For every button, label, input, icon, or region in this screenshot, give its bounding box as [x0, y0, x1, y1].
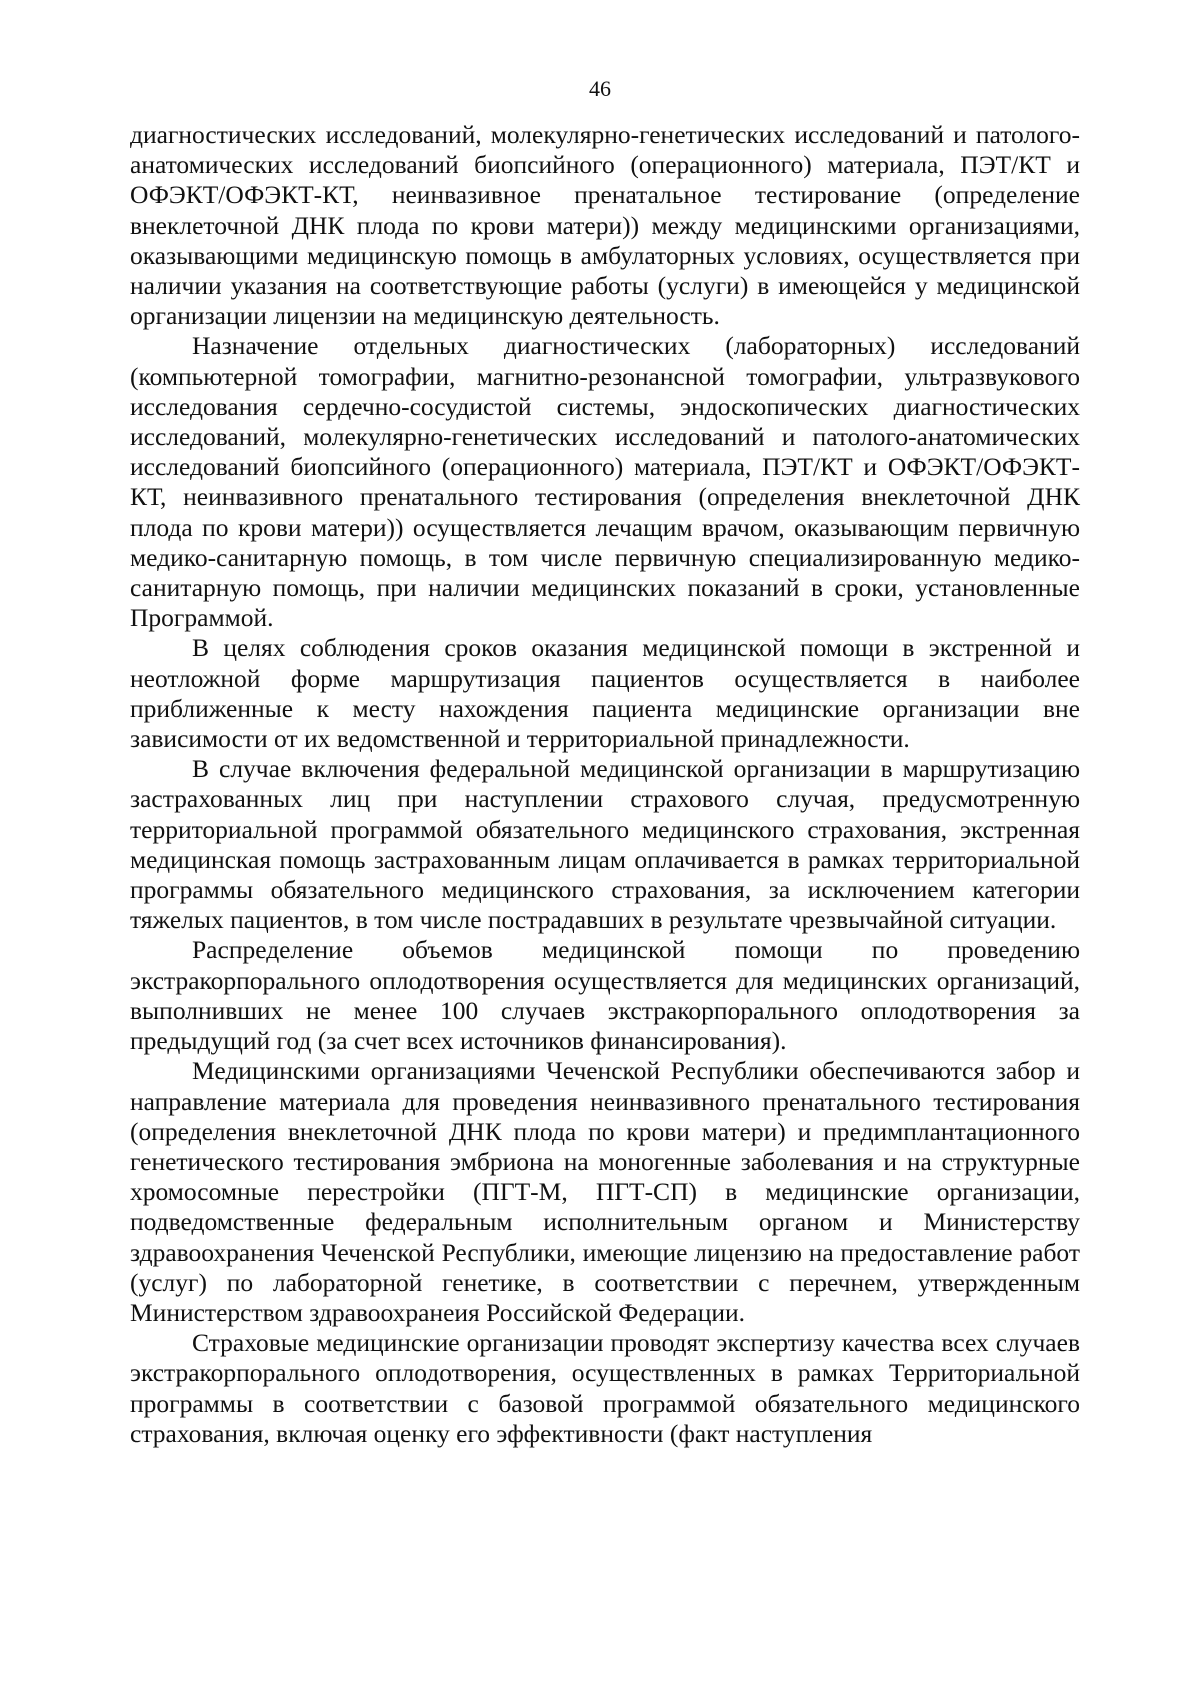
paragraph-4: В случае включения федеральной медицинской организации в маршрутизацию застрахованных лиц при наступлении страхового случая, предусмотренную территориальной программой обязательного медицинского страхования, экстренная медицинская помощь застрахованным лицам оплачивается в рамках территориальной программы обязательного медицинского страхования, за исключением категории тяжелых пациентов, в том числе пострадавших в результате чрезвычайной ситуации.: [130, 754, 1080, 935]
paragraph-6: Медицинскими организациями Чеченской Республики обеспечиваются забор и направление материала для проведения неинвазивного пренатального тестирования (определения внеклеточной ДНК плода по крови матери) и предимплантационного генетического тестирования эмбриона на моногенные заболевания и на структурные хромосомные перестройки (ПГТ-М, ПГТ-СП) в медицинские организации, подведомственные федеральным исполнительным органом и Министерству здравоохранения Чеченской Республики, имеющие лицензию на предоставление работ (услуг) по лабораторной генетике, в соответствии с перечнем, утвержденным Министерством здравоохранеия Российской Федерации.: [130, 1056, 1080, 1327]
paragraph-3: В целях соблюдения сроков оказания медицинской помощи в экстренной и неотложной форме маршрутизация пациентов осуществляется в наиболее приближенные к месту нахождения пациента медицинские организации вне зависимости от их ведомственной и территориальной принадлежности.: [130, 633, 1080, 754]
document-body: [130, 120, 1080, 1449]
paragraph-7: Страховые медицинские организации проводят экспертизу качества всех случаев экстракорпорального оплодотворения, осуществленных в рамках Территориальной программы в соответствии с базовой программой обязательного медицинского страхования, включая оценку его эффективности (факт наступления: [130, 1328, 1080, 1448]
paragraph-1: диагностических исследований, молекулярно-генетических исследований и патолого-анатомических исследований биопсийного (операционного) материала, ПЭТ/КТ и ОФЭКТ/ОФЭКТ-КТ, неинвазивное пренатальное тестирование (определение внеклеточной ДНК плода по крови матери)) между медицинскими организациями, оказывающими медицинскую помощь в амбулаторных условиях, осуществляется при наличии указания на соответствующие работы (услуги) в имеющейся у медицинской организации лицензии на медицинскую деятельность.: [130, 120, 1080, 331]
paragraph-2: Назначение отдельных диагностических (лабораторных) исследований (компьютерной томографии, магнитно-резонансной томографии, ультразвукового исследования сердечно-сосудистой системы, эндоскопических диагностических исследований, молекулярно-генетических исследований и патолого-анатомических исследований биопсийного (операционного) материала, ПЭТ/КТ и ОФЭКТ/ОФЭКТ-КТ, неинвазивного пренатального тестирования (определения внеклеточной ДНК плода по крови матери)) осуществляется лечащим врачом, оказывающим первичную медико-санитарную помощь, в том числе первичную специализированную медико-санитарную помощь, при наличии медицинских показаний в сроки, установленные Программой.: [130, 331, 1080, 633]
page-number: 46: [589, 76, 611, 101]
paragraph-5: Распределение объемов медицинской помощи по проведению экстракорпорального оплодотворения осуществляется для медицинских организаций, выполнивших не менее 100 случаев экстракорпорального оплодотворения за предыдущий год (за счет всех источников финансирования).: [130, 935, 1080, 1056]
